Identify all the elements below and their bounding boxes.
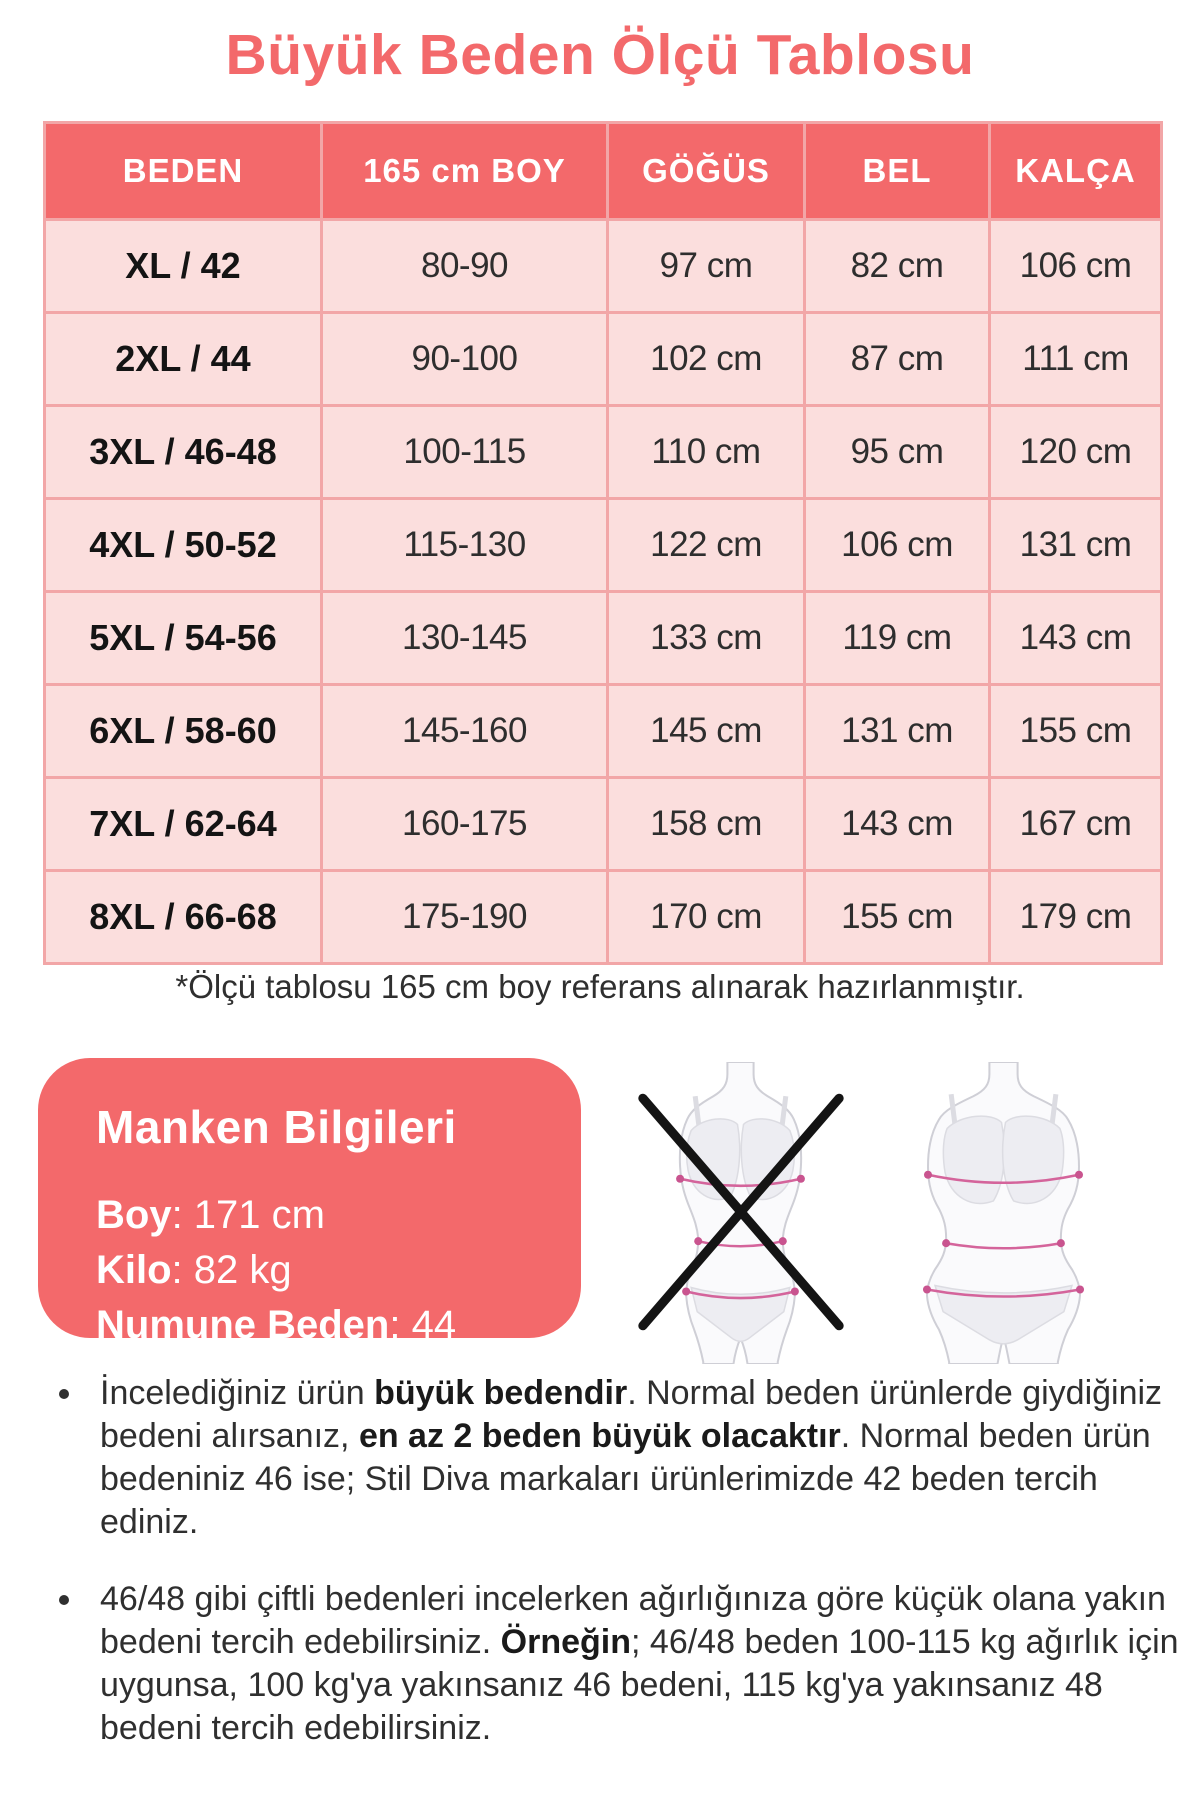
table-row xyxy=(45,499,1162,592)
header-beden: BEDEN xyxy=(45,123,322,220)
cell-bel: 119 cm xyxy=(805,592,990,685)
table-footnote: *Ölçü tablosu 165 cm boy referans alınarak hazırlanmıştır. xyxy=(175,968,1025,1005)
model-info-title: Manken Bilgileri xyxy=(96,1101,457,1153)
table-row xyxy=(45,685,1162,778)
cell-boy: 100-115 xyxy=(322,406,608,499)
model-field-boy: Boy: 171 cm xyxy=(96,1193,325,1237)
slim-body-crossed-out-icon xyxy=(632,1062,850,1364)
cell-boy: 115-130 xyxy=(322,499,608,592)
cell-kalca: 131 cm xyxy=(990,499,1162,592)
table-row xyxy=(45,406,1162,499)
cell-gogus: 97 cm xyxy=(608,220,805,313)
cell-gogus: 102 cm xyxy=(608,313,805,406)
cell-gogus: 133 cm xyxy=(608,592,805,685)
header-bel: BEL xyxy=(805,123,990,220)
info-bullet-list xyxy=(36,1372,1200,1784)
cell-size: 4XL / 50-52 xyxy=(45,499,322,592)
cell-gogus: 145 cm xyxy=(608,685,805,778)
model-info-card xyxy=(38,1058,581,1347)
model-field-kilo: Kilo: 82 kg xyxy=(96,1248,292,1292)
page-title: Büyük Beden Ölçü Tablosu xyxy=(225,23,975,87)
cell-kalca: 111 cm xyxy=(990,313,1162,406)
cell-kalca: 120 cm xyxy=(990,406,1162,499)
cell-boy: 145-160 xyxy=(322,685,608,778)
cell-kalca: 155 cm xyxy=(990,685,1162,778)
table-header-row xyxy=(45,123,1162,220)
table-row xyxy=(45,220,1162,313)
cell-boy: 130-145 xyxy=(322,592,608,685)
cell-gogus: 170 cm xyxy=(608,871,805,964)
cell-gogus: 110 cm xyxy=(608,406,805,499)
table-row xyxy=(45,778,1162,871)
cell-size: XL / 42 xyxy=(45,220,322,313)
cell-boy: 175-190 xyxy=(322,871,608,964)
cell-bel: 143 cm xyxy=(805,778,990,871)
cell-bel: 155 cm xyxy=(805,871,990,964)
cell-boy: 80-90 xyxy=(322,220,608,313)
cell-size: 8XL / 66-68 xyxy=(45,871,322,964)
cell-kalca: 179 cm xyxy=(990,871,1162,964)
cell-kalca: 143 cm xyxy=(990,592,1162,685)
header-boy: 165 cm BOY xyxy=(322,123,608,220)
cell-bel: 106 cm xyxy=(805,499,990,592)
bullet-double-size-tip: • 46/48 gibi çiftli bedenleri incelerken ağırlığınıza göre küçük olana yakın bedeni tercih edebilirsiniz. Örneğin; 46/48 beden 100-115 kg ağırlık için uygunsa, 100 kg'ya yakınsanız 46 bedeni, 115 kg'ya yakınsanız 48 bedeni tercih edebilirsiniz. xyxy=(86,1578,1200,1750)
table-row xyxy=(45,871,1162,964)
cell-size: 7XL / 62-64 xyxy=(45,778,322,871)
cell-bel: 95 cm xyxy=(805,406,990,499)
table-row xyxy=(45,592,1162,685)
cell-bel: 87 cm xyxy=(805,313,990,406)
plus-size-body-measurements-icon xyxy=(900,1062,1108,1364)
cell-gogus: 122 cm xyxy=(608,499,805,592)
bullet-size-warning: • İncelediğiniz ürün büyük bedendir. Normal beden ürünlerde giydiğiniz bedeni alırsanız, en az 2 beden büyük olacaktır. Normal beden ürün bedeniniz 46 ise; Stil Diva markaları ürünlerimizde 42 beden tercih ediniz. xyxy=(86,1372,1200,1544)
table-row xyxy=(45,313,1162,406)
cell-gogus: 158 cm xyxy=(608,778,805,871)
header-kalca: KALÇA xyxy=(990,123,1162,220)
model-field-numune: Numune Beden: 44 xyxy=(96,1303,457,1347)
header-gogus: GÖĞÜS xyxy=(608,123,805,220)
cell-bel: 131 cm xyxy=(805,685,990,778)
cell-boy: 90-100 xyxy=(322,313,608,406)
cell-size: 3XL / 46-48 xyxy=(45,406,322,499)
cell-kalca: 167 cm xyxy=(990,778,1162,871)
cell-size: 2XL / 44 xyxy=(45,313,322,406)
cell-boy: 160-175 xyxy=(322,778,608,871)
cell-kalca: 106 cm xyxy=(990,220,1162,313)
cell-size: 6XL / 58-60 xyxy=(45,685,322,778)
model-info-fields xyxy=(96,1188,581,1353)
size-chart-table xyxy=(43,121,1163,965)
cell-size: 5XL / 54-56 xyxy=(45,592,322,685)
cell-bel: 82 cm xyxy=(805,220,990,313)
